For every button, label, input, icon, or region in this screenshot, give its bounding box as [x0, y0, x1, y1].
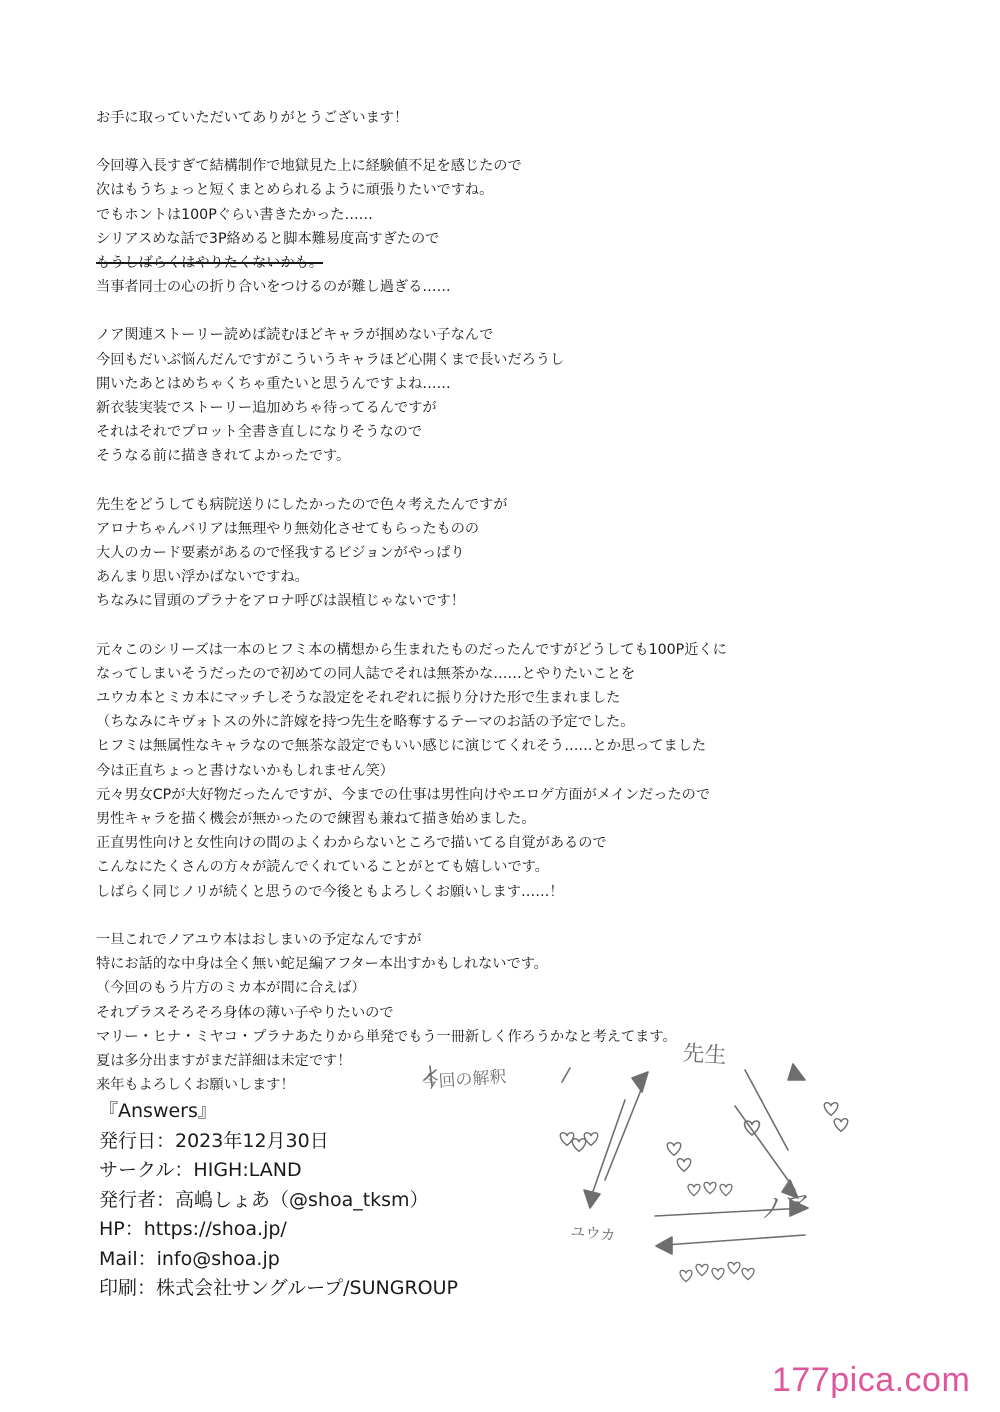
text-line: 男性キャラを描く機会が無かったので練習も兼ねて描き始めました。: [96, 811, 536, 828]
text-line: ちなみに冒頭のプラナをアロナ呼びは誤植じゃないです！: [96, 593, 465, 610]
colophon-circle: サークル：HIGH:LAND: [99, 1159, 302, 1181]
text-line: （ちなみにキヴォトスの外に許嫁を持つ先生を略奪するテーマのお話の予定でした。: [96, 714, 635, 731]
arrowhead-1: [632, 1072, 648, 1092]
text-line: 今回もだいぶ悩んだんですがこういうキャラほど心開くまで長いだろうし: [96, 351, 565, 368]
watermark: 177pica.com: [772, 1361, 971, 1399]
heart-icon: [704, 1182, 716, 1193]
colophon-printer: 印刷：株式会社サングループ/SUNGROUP: [99, 1277, 458, 1299]
doodle-heading: 今回の解釈: [420, 1067, 508, 1093]
text-line: ノア関連ストーリー読めば読むほどキャラが掴めない子なんで: [96, 327, 494, 344]
text-line: ヒフミは無属性なキャラなので無茶な設定でもいい感じに演じてくれそう……とか思ってました: [96, 738, 707, 755]
text-line: 今回導入長すぎて結構制作で地獄見た上に経験値不足を感じたので: [96, 158, 522, 175]
text-line: あんまり思い浮かばないですね。: [96, 569, 309, 586]
doodle-node-yuuka: ユウカ: [569, 1222, 617, 1245]
heart-icon: [584, 1133, 597, 1146]
afterword-paragraph: [96, 154, 836, 299]
heart-icon: [728, 1262, 740, 1273]
text-line: 元々男女CPが大好物だったんですが、今までの仕事は男性向けやエロゲ方面がメインだったので: [96, 786, 711, 803]
text-line: なってしまいそうだったので初めての同人誌でそれは無茶かな……とやりたいことを: [96, 665, 636, 682]
text-line: 大人のカード要素があるので怪我するビジョンがやっぱり: [96, 545, 465, 562]
text-line: 当事者同士の心の折り合いをつけるのが難し過ぎる……: [96, 279, 451, 296]
text-line: 今は正直ちょっと書けないかもしれません笑）: [96, 762, 394, 779]
arrow-sensei-yuuka-1: [605, 1080, 645, 1180]
text-line: 来年もよろしくお願いします！: [96, 1077, 295, 1094]
colophon-homepage: HP：https://shoa.jp/: [99, 1218, 287, 1240]
afterword-paragraph: [96, 323, 836, 468]
colophon-mail: Mail：info@shoa.jp: [99, 1247, 280, 1270]
afterword-paragraph: [96, 106, 836, 130]
text-line: 先生をどうしても病院送りにしたかったので色々考えたんですが: [96, 496, 508, 513]
heart-icon: [696, 1264, 708, 1275]
doodle-ink: [424, 1064, 808, 1254]
colophon-date: 発行日：2023年12月30日: [99, 1129, 329, 1152]
afterword-paragraph: [96, 638, 836, 904]
text-line: こんなにたくさんの方々が読んでくれていることがとても嬉しいです。: [96, 859, 549, 876]
heart-icon: [834, 1119, 847, 1132]
text-line: お手に取っていただいてありがとうございます！: [96, 110, 409, 126]
struck-text-line: もうしばらくはやりたくないかも。: [96, 255, 324, 272]
arrowhead-6: [656, 1237, 672, 1254]
colophon-publisher: 発行者：高嶋しょあ（@shoa_tksm）: [99, 1188, 429, 1211]
doodle-node-noa: ノア: [757, 1189, 813, 1225]
heart-icon: [560, 1133, 573, 1146]
text-line: それはそれでプロット全書き直しになりそうなので: [96, 424, 423, 441]
heart-icon: [572, 1139, 585, 1152]
text-line: 正直男性向けと女性向けの間のよくわからないところで描いてる自覚があるので: [96, 835, 607, 852]
arrow-sensei-noa-2: [745, 1070, 788, 1150]
text-line: シリアスめな話で3P絡めると脚本難易度高すぎたので: [96, 230, 440, 247]
text-line: マリー・ヒナ・ミヤコ・プラナあたりから単発でもう一冊新しく作ろうかなと考えてます。: [96, 1028, 677, 1045]
arrow-noa-yuuka: [665, 1235, 805, 1245]
colophon: [99, 1097, 458, 1304]
text-line: （今回のもう片方のミカ本が間に合えば）: [96, 980, 366, 997]
text-line: 新衣装実装でストーリー追加めちゃ待ってるんですが: [96, 400, 437, 417]
colophon-title: 『Answers』: [99, 1100, 217, 1122]
heart-icon: [688, 1184, 700, 1195]
text-line: それプラスそろそろ身体の薄い子やりたいので: [96, 1004, 394, 1021]
text-line: でもホントは100Pぐらい書きたかった……: [96, 206, 373, 223]
heart-icon: [720, 1184, 732, 1195]
doodle-node-sensei: 先生: [681, 1041, 728, 1070]
text-line: ユウカ本とミカ本にマッチしそうな設定をそれぞれに振り分けた形で生まれました: [96, 690, 621, 707]
heart-icon: [677, 1159, 690, 1172]
heart-icon: [742, 1268, 754, 1279]
text-line: 元々このシリーズは一本のヒフミ本の構想から生まれたものだったんですがどうしても100P近くに: [96, 641, 727, 658]
text-line: しばらく同じノリが続くと思うので今後ともよろしくお願いします……！: [96, 883, 564, 900]
heading-stroke-right: [562, 1068, 570, 1082]
heart-icon: [712, 1268, 724, 1279]
arrowhead-2: [584, 1190, 600, 1208]
heart-icon: [680, 1270, 692, 1281]
text-line: 夏は多分出ますがまだ詳細は未定です！: [96, 1052, 352, 1069]
relationship-doodle: [410, 1040, 813, 1310]
arrow-sensei-noa-1: [735, 1106, 795, 1190]
text-line: 特にお話的な中身は全く無い蛇足編アフター本出すかもしれないです。: [96, 956, 548, 973]
text-line: アロナちゃんバリアは無理やり無効化させてもらったものの: [96, 520, 480, 537]
afterword-paragraph: [96, 493, 836, 614]
afterword-text: [96, 106, 836, 1121]
text-line: そうなる前に描ききれてよかったです。: [96, 448, 351, 465]
heart-icon: [667, 1143, 680, 1156]
text-line: 一旦これでノアユウ本はおしまいの予定なんですが: [96, 931, 422, 948]
text-line: 次はもうちょっと短くまとめられるように頑張りたいですね。: [96, 182, 494, 199]
text-line: 開いたあとはめちゃくちゃ重たいと思うんですよね……: [96, 375, 451, 392]
arrow-sensei-yuuka-2: [590, 1100, 625, 1200]
